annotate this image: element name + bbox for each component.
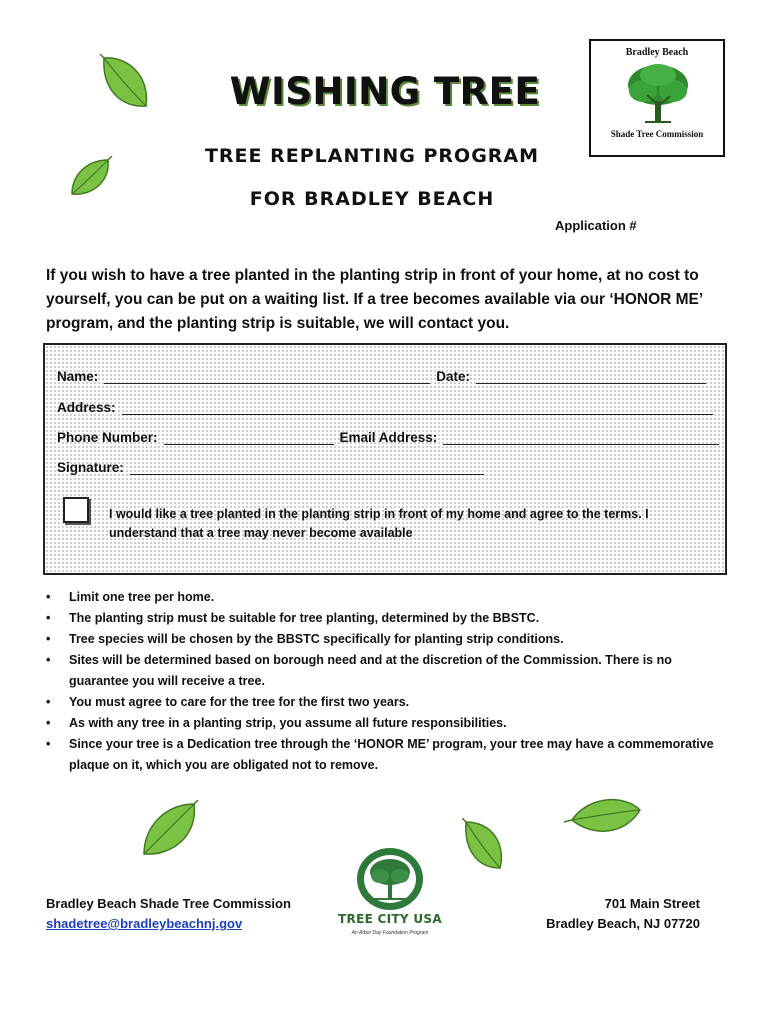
signature-field[interactable] bbox=[130, 460, 484, 475]
logo-top-text: Bradley Beach bbox=[625, 47, 689, 58]
signature-label: Signature: bbox=[57, 460, 124, 475]
list-item: • The planting strip must be suitable for tree planting, determined by the BBSTC. bbox=[46, 608, 726, 629]
program-location: FOR BRADLEY BEACH bbox=[249, 188, 495, 210]
tree-city-label: TREE CITY USA bbox=[338, 912, 442, 926]
bullet-icon: • bbox=[46, 611, 51, 625]
program-subtitle: TREE REPLANTING PROGRAM bbox=[204, 145, 540, 167]
agree-checkbox[interactable] bbox=[63, 497, 89, 523]
address-line-2: Bradley Beach, NJ 07720 bbox=[546, 916, 700, 931]
page-title: WISHING TREE bbox=[229, 70, 541, 113]
list-item: • Tree species will be chosen by the BBSTC specifically for planting strip conditions. bbox=[46, 629, 726, 650]
bullet-icon: • bbox=[46, 695, 51, 709]
address-line-1: 701 Main Street bbox=[604, 896, 700, 911]
bullet-icon: • bbox=[46, 653, 51, 667]
list-item: • As with any tree in a planting strip, you assume all future responsibilities. bbox=[46, 713, 726, 734]
rules-list bbox=[46, 587, 726, 776]
logo-bottom-text: Shade Tree Commission bbox=[610, 129, 704, 139]
phone-label: Phone Number: bbox=[57, 430, 158, 445]
date-label: Date: bbox=[436, 369, 471, 384]
org-name: Bradley Beach Shade Tree Commission bbox=[46, 896, 291, 911]
email-link[interactable]: shadetree@bradleybeachnj.gov bbox=[46, 916, 243, 931]
tree-city-subtext: An Arbor Day Foundation Program bbox=[351, 930, 429, 936]
list-item: • Limit one tree per home. bbox=[46, 587, 726, 608]
list-item: • Since your tree is a Dedication tree through the ‘HONOR ME’ program, your tree may have a commemorative plaque on it, which you are obligated not to remove. bbox=[46, 734, 726, 776]
leaf-icon bbox=[562, 794, 644, 840]
bullet-icon: • bbox=[46, 590, 51, 604]
address-field[interactable] bbox=[122, 400, 713, 415]
footer-address bbox=[520, 894, 700, 934]
leaf-icon bbox=[462, 818, 506, 872]
phone-field[interactable] bbox=[164, 430, 334, 445]
application-form bbox=[43, 343, 727, 575]
intro-paragraph: If you wish to have a tree planted in the planting strip in front of your home, at no cost to yourself, you can be put on a waiting list. If a tree becomes available via our ‘HONOR ME’ program, and the planting strip is suitable, we will contact you. bbox=[46, 267, 703, 332]
oak-tree-icon bbox=[625, 61, 691, 127]
leaf-icon bbox=[138, 800, 200, 860]
bullet-icon: • bbox=[46, 716, 51, 730]
name-label: Name: bbox=[57, 369, 99, 384]
email-field[interactable] bbox=[443, 430, 719, 445]
bullet-icon: • bbox=[46, 737, 51, 751]
bullet-icon: • bbox=[46, 632, 51, 646]
footer-contact bbox=[46, 894, 291, 934]
tree-city-usa-logo bbox=[336, 846, 444, 942]
list-item: • You must agree to care for the tree for the first two years. bbox=[46, 692, 726, 713]
address-label: Address: bbox=[57, 400, 116, 415]
list-item: • Sites will be determined based on borough need and at the discretion of the Commission. There is no guarantee you will receive a tree. bbox=[46, 650, 726, 692]
commission-logo bbox=[589, 39, 725, 157]
tree-city-icon bbox=[354, 846, 426, 912]
name-field[interactable] bbox=[104, 369, 430, 384]
date-field[interactable] bbox=[476, 369, 706, 384]
agree-text: I would like a tree planted in the planting strip in front of my home and agree to the terms. I understand that a tree may never become available bbox=[109, 507, 649, 540]
application-number-label: Application # bbox=[555, 218, 637, 233]
email-label: Email Address: bbox=[339, 430, 438, 445]
